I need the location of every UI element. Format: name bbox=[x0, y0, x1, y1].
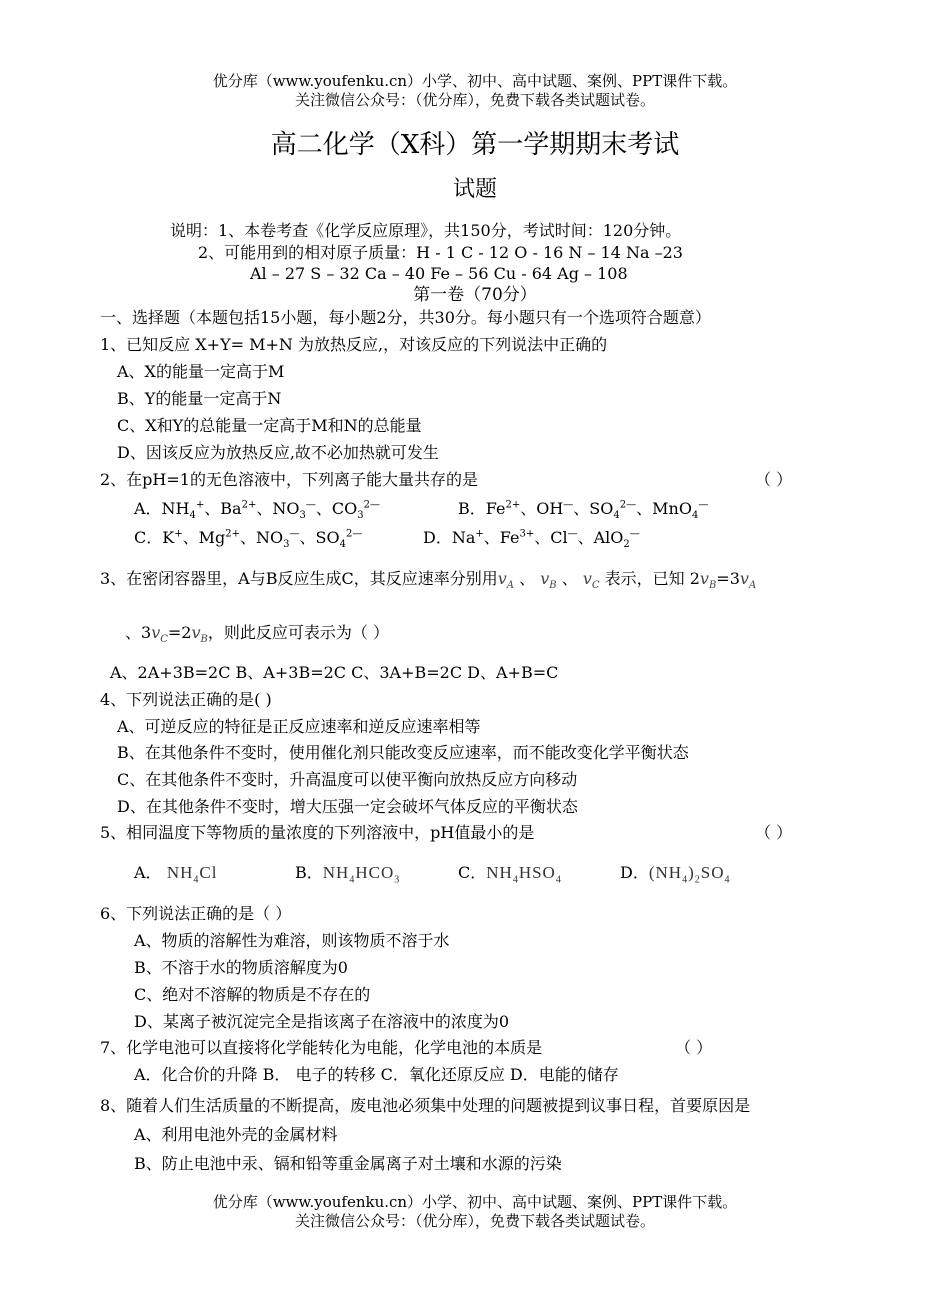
q1-option-c: C、X和Y的总能量一定高于M和N的总能量 bbox=[117, 416, 422, 435]
q8-stem: 8、随着人们生活质量的不断提高，废电池必须集中处理的问题被提到议事日程，首要原因是 bbox=[100, 1096, 751, 1115]
q5-option-b: B．$NH_4HCO_3$ bbox=[295, 863, 401, 886]
q7-options: A．化合价的升降 B． 电子的转移 C．氧化还原反应 D．电能的储存 bbox=[134, 1065, 619, 1084]
q6-option-d: D、某离子被沉淀完全是指该离子在溶液中的浓度为0 bbox=[134, 1012, 510, 1031]
q7-answer-bracket: （ ） bbox=[675, 1038, 713, 1057]
header-line-1: 优分库（www.youfenku.cn）小学、初中、高中试题、案例、PPT课件下载。 bbox=[212, 72, 738, 90]
q4-option-a: A、可逆反应的特征是正反应速率和逆反应速率相等 bbox=[117, 717, 481, 736]
q6-option-b: B、不溶于水的物质溶解度为0 bbox=[134, 958, 348, 977]
q5-option-d: D．$(NH_4)_2SO_4$ bbox=[620, 863, 731, 886]
q5-option-c: C．$NH_4HSO_4$ bbox=[458, 863, 562, 886]
q1-option-b: B、Y的能量一定高于N bbox=[117, 389, 282, 408]
q3-stem-line-1: 3、在密闭容器里，A与B反应生成C，其反应速率分别用$v_A$ 、 $v_B$ 、 $v_C$ 表示，已知 $2v_B=3v_A$ bbox=[100, 569, 757, 592]
q7-stem: 7、化学电池可以直接将化学能转化为电能，化学电池的本质是 bbox=[100, 1038, 543, 1057]
q3-stem-part-c: 、3 bbox=[125, 623, 152, 642]
q3-stem-line-2: 、$3v_C=2v_B$，则此反应可表示为（ ） bbox=[125, 623, 389, 646]
footer-line-1: 优分库（www.youfenku.cn）小学、初中、高中试题、案例、PPT课件下载。 bbox=[212, 1193, 738, 1211]
part-heading: 一、选择题（本题包括15小题，每小题2分，共30分。每小题只有一个选项符合题意） bbox=[100, 308, 711, 327]
section-heading: 第一卷（70分） bbox=[413, 285, 537, 305]
notes-line-1: 说明：1、本卷考查《化学反应原理》，共150分，考试时间：120分钟。 bbox=[170, 221, 682, 240]
q4-option-b: B、在其他条件不变时，使用催化剂只能改变反应速率，而不能改变化学平衡状态 bbox=[117, 743, 689, 762]
q4-stem: 4、下列说法正确的是( ) bbox=[100, 690, 272, 709]
q2-stem: 2、在pH=1的无色溶液中，下列离子能大量共存的是 bbox=[100, 470, 478, 489]
q6-stem: 6、下列说法正确的是（ ） bbox=[100, 904, 292, 923]
q1-option-a: A、X的能量一定高于M bbox=[117, 362, 285, 381]
q2-answer-bracket: （ ） bbox=[755, 470, 793, 489]
q3-stem-part-a: 3、在密闭容器里，A与B反应生成C，其反应速率分别用 bbox=[100, 569, 498, 588]
q3-stem-part-d: ，则此反应可表示为（ ） bbox=[207, 623, 389, 642]
footer-line-2: 关注微信公众号：（优分库），免费下载各类试题试卷。 bbox=[294, 1212, 655, 1230]
notes-line-3: Al – 27 S – 32 Ca – 40 Fe – 56 Cu - 64 Ag – 108 bbox=[250, 264, 628, 283]
q3-options: A、2A+3B=2C B、A+3B=2C C、3A+B=2C D、A+B=C bbox=[110, 663, 559, 682]
q8-option-a: A、利用电池外壳的金属材料 bbox=[134, 1125, 338, 1144]
q2-option-c: C．K+、$Mg^{2+}$、$NO_3^—$、$SO_4^{2—}$ bbox=[134, 528, 363, 551]
q4-option-d: D、在其他条件不变时，增大压强一定会破坏气体反应的平衡状态 bbox=[117, 797, 578, 816]
header-line-2: 关注微信公众号：（优分库），免费下载各类试题试卷。 bbox=[294, 91, 655, 109]
q1-option-d: D、因该反应为放热反应,故不必加热就可发生 bbox=[117, 443, 439, 462]
q6-option-c: C、绝对不溶解的物质是不存在的 bbox=[134, 985, 371, 1004]
q8-option-b: B、防止电池中汞、镉和铅等重金属离子对土壤和水源的污染 bbox=[134, 1154, 562, 1173]
q2-option-d: D．Na+、$Fe^{3+}$、Cl—、AlO$_2$— bbox=[423, 528, 640, 551]
exam-subtitle: 试题 bbox=[452, 177, 497, 202]
q3-stem-part-b: 表示，已知 2 bbox=[604, 569, 700, 588]
q4-option-c: C、在其他条件不变时，升高温度可以使平衡向放热反应方向移动 bbox=[117, 770, 578, 789]
exam-title: 高二化学（X科）第一学期期末考试 bbox=[270, 130, 680, 160]
q2-option-b: B．$Fe^{2+}$、OH—、$SO_4^{2—}$、MnO$_4$— bbox=[458, 499, 709, 522]
q5-stem: 5、相同温度下等物质的量浓度的下列溶液中，pH值最小的是 bbox=[100, 823, 535, 842]
q5-option-a: A． $NH_4Cl$ bbox=[134, 863, 218, 886]
q1-stem: 1、已知反应 X+Y= M+N 为放热反应,，对该反应的下列说法中正确的 bbox=[100, 335, 608, 354]
q5-answer-bracket: （ ） bbox=[755, 823, 793, 842]
notes-line-2: 2、可能用到的相对原子质量：H - 1 C - 12 O - 16 N – 14 Na –23 bbox=[198, 243, 683, 262]
q2-option-a: A．$NH_4^+$、$Ba^{2+}$、$NO_3^—$、$CO_3^{2—}$ bbox=[134, 499, 380, 522]
q6-option-a: A、物质的溶解性为难溶，则该物质不溶于水 bbox=[134, 931, 450, 950]
